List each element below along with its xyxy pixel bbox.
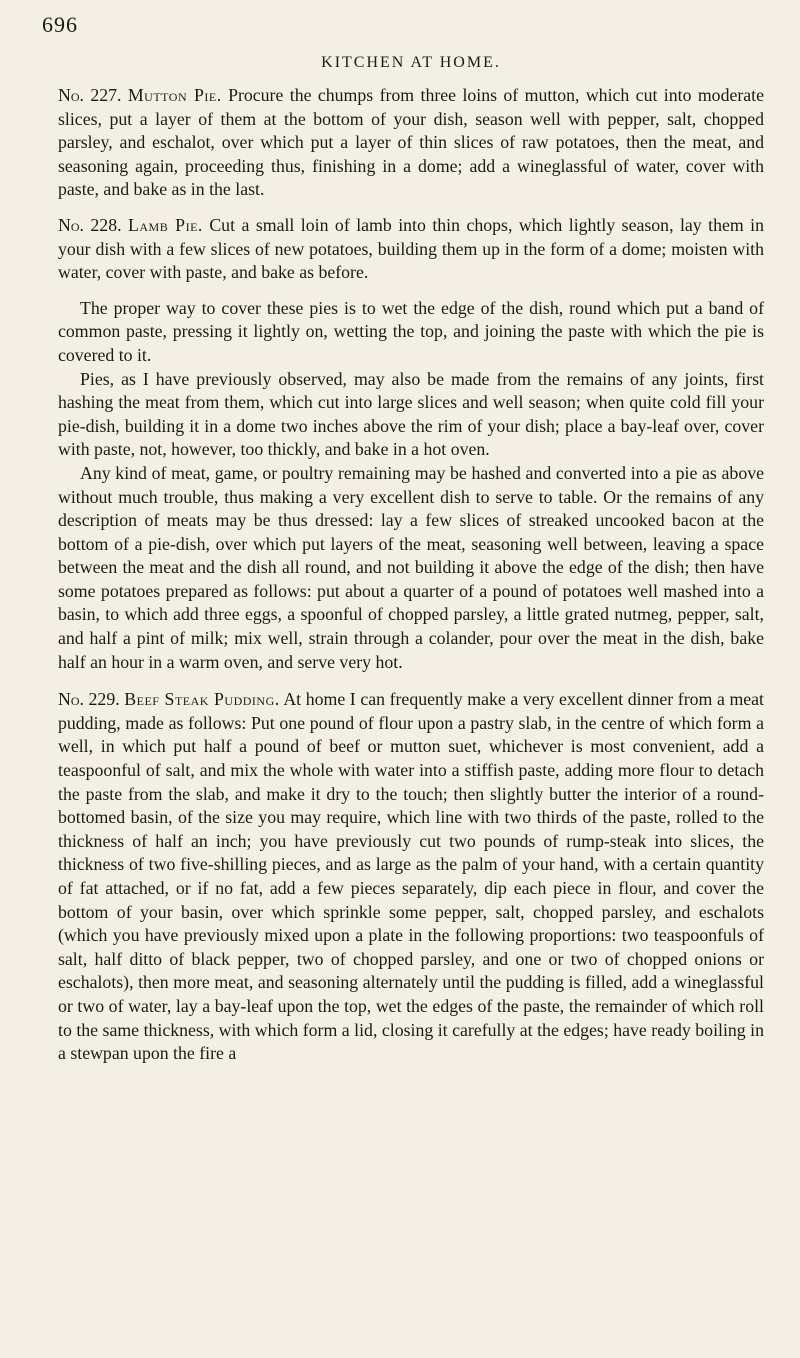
paragraph-remains-pies: Pies, as I have previously observed, may also be made from the remains of any joints, first hashing the meat from them, which cut into large slices and well season; when quite cold fill your pie-dish, building it in a dome two inches above the rim of your dish; place a bay-leaf over, cover with paste, not, however, too thickly, and bake in a hot oven. bbox=[58, 368, 764, 460]
running-head: KITCHEN AT HOME. bbox=[321, 54, 501, 71]
recipe-227 bbox=[58, 84, 764, 202]
recipe-number: No. 227. bbox=[58, 85, 122, 105]
recipe-228 bbox=[58, 214, 764, 285]
recipe-text: Cut a small loin of lamb into thin chops, which lightly season, lay them in your dish with a few slices of new potatoes, building them up in the form of a dome; moisten with water, cover with paste, and bake as before. bbox=[58, 214, 765, 283]
paragraph-hashed-meat: Any kind of meat, game, or poultry remaining may be hashed and converted into a pie as above without much trouble, thus making a very excellent dish to serve to table. Or the remains of any description of meats may be thus dressed: lay a few slices of streaked uncooked bacon at the bottom of a pie-dish, over which put layers of the meat, seasoning well between, leaving a space between the meat and the dish all round, and not building it above the edge of the dish; then have some potatoes prepared as follows: put about a quarter of a pound of potatoes well mashed into a basin, to which add three eggs, a spoonful of chopped parsley, a little grated nutmeg, pepper, salt, and half a pint of milk; mix well, strain through a colander, pour over the meat in the dish, bake half an hour in a warm oven, and serve very hot. bbox=[58, 462, 764, 672]
recipe-number: No. 229. bbox=[58, 689, 120, 710]
recipe-title: Beef Steak Pudding. bbox=[124, 689, 280, 710]
recipe-number: No. 228. bbox=[58, 214, 122, 235]
recipe-229 bbox=[58, 688, 764, 1066]
recipe-text: Procure the chumps from three loins of mutton, which cut into moderate slices, put a layer of them at the bottom of your dish, season well with pepper, salt, chopped parsley, and eschalot, over which put a layer of thin slices of raw potatoes, then the meat, and seasoning again, proceeding thus, finishing in a dome; add a wineglassful of water, cover with paste, and bake as in the last. bbox=[58, 85, 765, 200]
recipe-title: Mutton Pie. bbox=[127, 85, 222, 105]
recipe-title: Lamb Pie. bbox=[128, 214, 203, 235]
recipe-text: At home I can frequently make a very excellent dinner from a meat pudding, made as follows: Put one pound of flour upon a pastry slab, in the centre of which form a well, in which put half a pound of beef or mutton suet, whichever is most convenient, add a teaspoonful of salt, and mix the whole with water into a stiffish paste, adding more flour to detach the paste from the slab, and make it dry to the touch; then slightly butter the interior of a round-bottomed basin, of the size you may require, which line with two thirds of the paste, rolled to the thickness of half an inch; you have previously cut two pounds of rump-steak into slices, the thickness of two five-shilling pieces, and as large as the palm of your hand, with a certain quantity of fat attached, or if no fat, add a few pieces separately, dip each piece in flour, and cover the bottom of your basin, over which sprinkle some pepper, salt, chopped parsley, and eschalots (which you have previously mixed upon a plate in the following proportions: two teaspoonfuls of salt, half ditto of black pepper, two of chopped parsley, and one or two of chopped onions or eschalots), then more meat, and seasoning alternately until the pudding is filled, add a wineglassful or two of water, lay a bay-leaf upon the top, wet the edges of the paste, the remainder of which roll to the same thickness, with which form a lid, closing it carefully at the edges; have ready boiling in a stewpan upon the fire a bbox=[58, 689, 764, 1064]
paragraph-covering-pies: The proper way to cover these pies is to wet the edge of the dish, round which put a band of common paste, pressing it lightly on, wetting the top, and joining the paste with which the pie is covered to it. bbox=[58, 297, 764, 365]
page-number: 696 bbox=[42, 12, 78, 37]
